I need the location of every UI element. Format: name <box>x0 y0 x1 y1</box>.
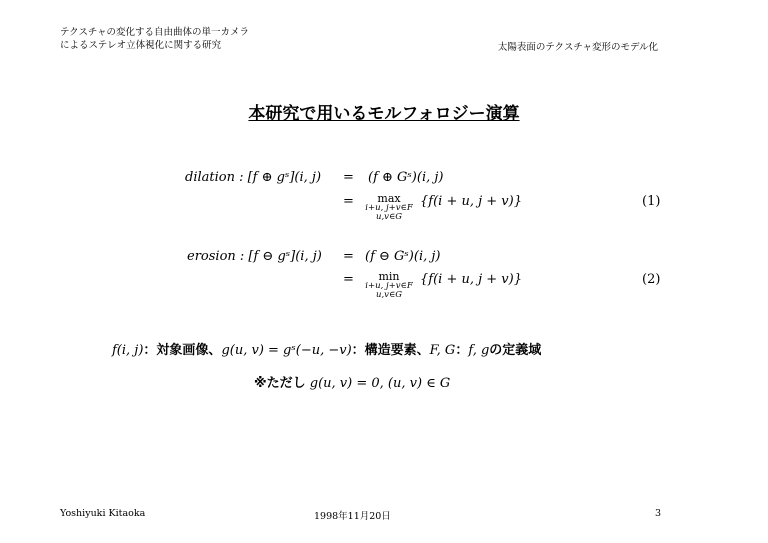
header-right: 太陽表面のテクスチャ変形のモデル化 <box>497 42 658 53</box>
def-g: g(u, v) = gˢ(−u, −v) <box>221 343 352 358</box>
dilation-operator <box>364 193 414 222</box>
dilation-rhs2: {f(i + u, j + v)} <box>420 194 522 209</box>
def-sep: ： <box>455 343 469 358</box>
def-f-desc: ：対象画像、 <box>143 343 222 358</box>
erosion-operator <box>364 271 414 300</box>
def-fg: f, g <box>468 343 490 358</box>
dilation-eq-number: (1) <box>642 194 661 209</box>
dilation-equals-2: = <box>343 194 354 209</box>
dilation-op-sub2: u,v∈G <box>375 212 403 222</box>
footer-page-number: 3 <box>655 508 662 519</box>
def-g-desc: ：構造要素、 <box>351 343 430 358</box>
dilation-op-sub1: i+u, j+v∈F <box>365 203 413 213</box>
def-fg-desc: の定義域 <box>489 343 542 358</box>
header-left <box>60 26 249 52</box>
header-left-line2: によるステレオ立体視化に関する研究 <box>60 40 222 51</box>
erosion-rhs2: {f(i + u, j + v)} <box>420 272 522 287</box>
erosion-op-sub1: i+u, j+v∈F <box>365 281 413 291</box>
note-prefix: ※ただし <box>254 376 306 391</box>
erosion-equals-2: = <box>343 272 354 287</box>
erosion-rhs1: (f ⊖ Gˢ)(i, j) <box>365 249 441 264</box>
note-formula: g(u, v) = 0, (u, v) ∈ G <box>309 376 451 391</box>
slide-title: 本研究で用いるモルフォロジー演算 <box>248 104 520 124</box>
dilation-op-name: max <box>377 192 401 205</box>
definitions-line <box>112 339 541 358</box>
dilation-rhs1: (f ⊕ Gˢ)(i, j) <box>368 170 444 185</box>
slide-title-wrap <box>0 99 768 124</box>
dilation-equals-1: = <box>343 170 354 185</box>
note-line <box>254 372 450 391</box>
erosion-lhs: erosion : [f ⊖ gˢ](i, j) <box>187 249 322 264</box>
header-left-line1: テクスチャの変化する自由曲体の単一カメラ <box>60 27 250 38</box>
erosion-op-sub2: u,v∈G <box>375 290 403 300</box>
erosion-eq-number: (2) <box>642 272 661 287</box>
def-FG: F, G <box>429 343 456 358</box>
dilation-lhs: dilation : [f ⊕ gˢ](i, j) <box>185 170 322 185</box>
erosion-equals-1: = <box>343 249 354 264</box>
erosion-op-name: min <box>378 270 400 283</box>
def-f: f(i, j) <box>112 343 144 358</box>
footer-date: 1998年11月20日 <box>314 511 391 522</box>
footer-author: Yoshiyuki Kitaoka <box>60 508 146 519</box>
